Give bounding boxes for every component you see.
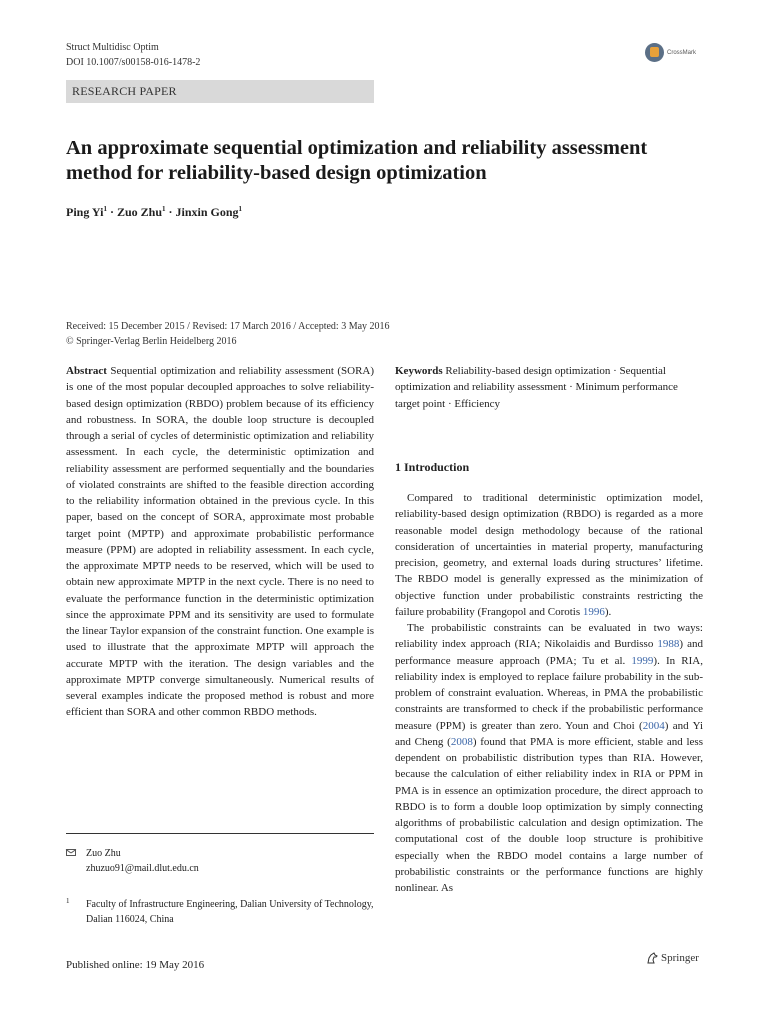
text-run: The probabilistic constraints can be evaluated in two ways: reliability index approach (RIA; Nikolaidis and Burdisso [395, 622, 703, 651]
author-separator: · [165, 205, 176, 219]
crossmark-label: CrossMark [667, 49, 697, 56]
abstract-section [66, 363, 374, 721]
citation-link[interactable]: 2008 [450, 735, 473, 748]
journal-header [66, 40, 200, 70]
journal-name: Struct Multidisc Optim [66, 42, 159, 53]
paper-title: An approximate sequential optimization and reliability assessment method for reliability-based design optimization [66, 137, 648, 184]
author-affiliation-mark: 1 [103, 205, 107, 213]
article-type-banner: RESEARCH PAPER [66, 80, 374, 103]
citation-link[interactable]: 1999 [631, 654, 654, 667]
author-name[interactable]: Jinxin Gong [175, 205, 239, 219]
section-heading: 1 Introduction [395, 460, 470, 474]
text-run: ) and performance measure approach (PMA; Tu et al. [395, 638, 703, 667]
envelope-icon [66, 849, 76, 856]
crossmark-icon [645, 43, 664, 62]
abstract-text: Sequential optimization and reliability assessment (SORA) is one of the most popular decoupled approaches to solve reliability-based design optimization (RBDO) problem because of its efficiency and robustness. In SORA, the double loop structure is decoupled through a serial of cycles of deterministic optimization and reliability assessment. In each cycle, the deterministic optimization and reliability assessment are performed sequentially and the boundaries of violated constraints are shifted to the feasible direction according to the reliability information obtained in the previous cycle. In this paper, based on the concept of SORA, approximate most probable target point (MPTP) and approximate probabilistic performance measure (PPM) are adopted in reliability assessment. In each cycle, the approximate MPTP needs to be reserved, which will be used to obtain new approximate MPTP in the next cycle. There is no need to evaluate the performance function in the deterministic optimization since the approximate PPM and its sensitivity are used to formulate the linear Taylor expansion of the constraint function. One example is used to illustrate that the approximate MPTP will approach the accurate MPTP with the iteration. The design variables and the approximate MPTP converge simultaneously. Numerical results of several examples indicate the proposed method is robust and more efficient than SORA and other common RBDO methods. [66, 365, 375, 719]
author-list [66, 205, 242, 220]
author-separator: · [106, 205, 117, 219]
citation-link[interactable]: 1988 [657, 638, 680, 651]
citation-link[interactable]: 1996 [582, 605, 605, 618]
keywords-label: Keywords [395, 365, 443, 377]
article-history [66, 319, 390, 349]
crossmark-badge[interactable] [645, 43, 696, 62]
published-date: Published online: 19 May 2016 [66, 959, 205, 971]
affiliation-text: Faculty of Infrastructure Engineering, Dalian University of Technology, Dalian 116024, China [86, 899, 374, 925]
publisher-name: Springer [661, 952, 699, 964]
author-name[interactable]: Ping Yi [66, 205, 104, 219]
contact-name: Zuo Zhu [86, 848, 121, 859]
author-affiliation-mark: 1 [238, 205, 243, 213]
received-revised-accepted: Received: 15 December 2015 / Revised: 17 March 2016 / Accepted: 3 May 2016 [66, 321, 390, 332]
text-run: ) found that PMA is more efficient, stable and less dependent on probabilistic distribution types than RIA. However, because the calculation of either reliability index in RIA or PPM in PMA is in essence an optimization procedure, the direct approach to RBDO is to form a double loop optimization by simply connecting algorithms of probabilistic calculation and design optimization. The computational cost of the double loop structure is prohibitive especially when the RBDO model contains a large number of probabilistic constraints or the performance functions are highly nonlinear. As [395, 735, 703, 894]
citation-link[interactable]: 2004 [642, 719, 665, 732]
corresponding-author [66, 846, 374, 876]
paragraph [395, 620, 703, 896]
copyright-line: © Springer-Verlag Berlin Heidelberg 2016 [66, 336, 237, 347]
abstract-label: Abstract [66, 365, 107, 377]
paragraph [395, 490, 703, 620]
footnote-mark: 1 [66, 897, 70, 905]
springer-horse-icon [646, 952, 658, 964]
text-run: Compared to traditional deterministic optimization model, reliability-based design optimization (RBDO) is regarded as a more reasonable model design methodology because of the rational consideration of uncertainties in material property, manufacturing precision, geometry, and external loads during structures’ lifetime. The RBDO model is generally expressed as the minimization of objective function under probabilistic constraints restricting the failure probability (Frangopol and Corotis [395, 492, 703, 618]
introduction-body [395, 490, 703, 896]
publisher-logo [646, 952, 699, 964]
text-run: ). [604, 605, 612, 618]
text-run: ). In RIA, reliability index is employed to replace failure probability in the sub-problem of constraint evaluation. Whereas, in PMA the probabilistic constraints are transformed to check if the probabilistic performance measure (PPM) is greater than zero. Youn and Choi ( [395, 654, 703, 732]
footnote-divider [66, 833, 374, 834]
text-run: ) and Yi and Cheng ( [395, 719, 703, 748]
author-affiliation-mark: 1 [162, 205, 166, 213]
doi[interactable]: DOI 10.1007/s00158-016-1478-2 [66, 57, 201, 68]
contact-email[interactable]: zhuzuo91@mail.dlut.edu.cn [86, 863, 199, 874]
affiliation-footnote [66, 897, 374, 927]
author-name[interactable]: Zuo Zhu [116, 205, 162, 219]
keywords-text: Reliability-based design optimization · Sequential optimization and reliability assessment · Minimum performance target point · Efficiency [395, 365, 678, 410]
keywords-section [395, 363, 703, 412]
